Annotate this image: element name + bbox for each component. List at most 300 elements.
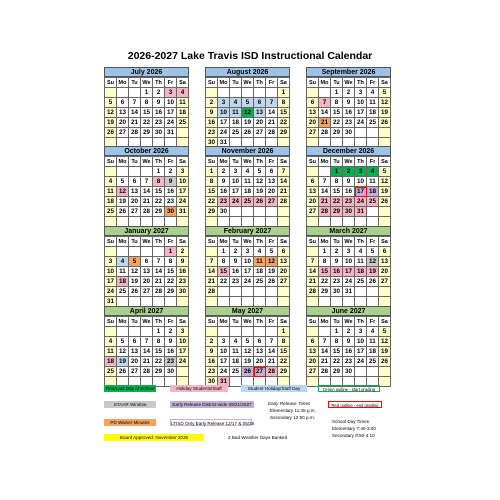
empty-cell	[206, 217, 218, 227]
day-cell: 6	[117, 98, 129, 108]
empty-cell	[141, 297, 153, 307]
day-cell: 22	[141, 118, 153, 128]
day-cell: 10	[355, 177, 367, 187]
month-table	[205, 316, 290, 387]
empty-cell	[117, 88, 129, 98]
month-header: January 2027	[104, 226, 189, 236]
empty-cell	[105, 327, 117, 337]
day-cell: 29	[331, 207, 343, 217]
day-cell: 20	[254, 357, 266, 367]
day-cell: 24	[343, 277, 355, 287]
day-cell: 30	[218, 207, 230, 217]
day-cell: 25	[242, 197, 254, 207]
empty-cell	[230, 88, 242, 98]
day-cell: 3	[218, 337, 230, 347]
empty-cell	[129, 327, 141, 337]
empty-cell	[379, 367, 391, 377]
empty-cell	[331, 217, 343, 227]
day-cell: 27	[307, 128, 319, 138]
empty-cell	[319, 297, 331, 307]
day-of-week-header: We	[243, 318, 252, 325]
empty-cell	[307, 327, 319, 337]
day-cell: 20	[278, 267, 290, 277]
day-cell: 1	[331, 167, 343, 177]
month-header: June 2027	[306, 306, 391, 316]
day-cell: 11	[254, 257, 266, 267]
day-of-week-header: Sa	[278, 157, 290, 167]
empty-cell	[206, 88, 218, 98]
month-table	[306, 77, 391, 148]
day-cell: 24	[242, 277, 254, 287]
day-cell: 28	[141, 207, 153, 217]
month-header: December 2026	[306, 146, 391, 156]
day-cell: 27	[117, 128, 129, 138]
day-cell: 27	[254, 367, 266, 377]
month-march-2027	[306, 226, 391, 307]
legend-holiday-swatch: Holiday Students/Staff	[170, 385, 228, 392]
day-of-week-header: Sa	[177, 157, 189, 167]
day-cell: 26	[266, 277, 278, 287]
day-cell: 19	[266, 267, 278, 277]
day-cell: 25	[367, 357, 379, 367]
day-cell: 17	[343, 267, 355, 277]
day-cell: 9	[230, 257, 242, 267]
day-of-week-header: Su	[105, 78, 117, 88]
day-cell: 24	[105, 287, 117, 297]
day-cell: 15	[331, 108, 343, 118]
day-of-week-header: Tu	[230, 237, 242, 247]
day-cell: 3	[165, 88, 177, 98]
empty-cell	[266, 297, 278, 307]
day-cell: 9	[153, 98, 165, 108]
empty-cell	[141, 217, 153, 227]
legend-school-day-times: School Day Times	[332, 419, 370, 424]
day-cell: 16	[165, 347, 177, 357]
day-cell: 21	[141, 197, 153, 207]
day-cell: 23	[218, 197, 230, 207]
day-cell: 23	[206, 128, 218, 138]
day-cell: 5	[367, 247, 379, 257]
day-cell: 26	[379, 118, 391, 128]
empty-cell	[177, 297, 189, 307]
day-cell: 12	[254, 177, 266, 187]
empty-cell	[367, 367, 379, 377]
day-cell: 5	[379, 167, 391, 177]
day-cell: 14	[129, 108, 141, 118]
month-table	[306, 236, 391, 307]
day-cell: 11	[105, 187, 117, 197]
day-cell: 5	[129, 257, 141, 267]
day-cell: 14	[307, 267, 319, 277]
empty-cell	[117, 217, 129, 227]
empty-cell	[254, 287, 266, 297]
day-cell: 13	[379, 257, 391, 267]
day-cell: 7	[319, 337, 331, 347]
month-header: November 2026	[205, 146, 290, 156]
day-cell: 21	[319, 357, 331, 367]
legend-red-outline: Red outline - end grading	[328, 401, 382, 408]
day-cell: 3	[218, 98, 230, 108]
day-cell: 5	[379, 88, 391, 98]
empty-cell	[177, 217, 189, 227]
day-cell: 31	[218, 138, 230, 148]
day-cell: 8	[331, 177, 343, 187]
day-cell: 6	[379, 247, 391, 257]
month-header: September 2026	[306, 67, 391, 77]
day-of-week-header: Fr	[367, 237, 379, 247]
day-cell: 17	[242, 267, 254, 277]
day-cell: 10	[218, 108, 230, 118]
empty-cell	[242, 287, 254, 297]
day-cell: 31	[355, 207, 367, 217]
day-cell: 15	[206, 187, 218, 197]
day-of-week-header: Mo	[218, 78, 230, 88]
day-cell: 1	[278, 88, 290, 98]
day-cell: 20	[307, 118, 319, 128]
day-cell: 4	[230, 337, 242, 347]
legend-early-release-times: Early Release Times	[268, 401, 311, 406]
day-cell: 19	[379, 187, 391, 197]
day-cell: 27	[129, 207, 141, 217]
day-cell: 28	[266, 367, 278, 377]
day-cell: 27	[266, 197, 278, 207]
day-cell: 17	[177, 187, 189, 197]
day-of-week-header: Fr	[266, 317, 278, 327]
legend-sec-release: Secondary 12:50 p.m.	[270, 415, 315, 420]
day-of-week-header: We	[142, 318, 151, 325]
legend-first-last-swatch: First/Last Day of School	[105, 386, 155, 391]
day-cell: 22	[218, 277, 230, 287]
day-cell: 15	[165, 267, 177, 277]
day-cell: 14	[141, 347, 153, 357]
day-of-week-header: We	[243, 238, 252, 245]
day-cell: 24	[355, 197, 367, 207]
month-table	[104, 316, 189, 387]
empty-cell	[278, 217, 290, 227]
day-cell: 11	[105, 347, 117, 357]
day-cell: 25	[105, 207, 117, 217]
day-cell: 4	[105, 177, 117, 187]
day-cell: 18	[367, 347, 379, 357]
day-of-week-header: We	[243, 158, 252, 165]
empty-cell	[218, 217, 230, 227]
day-cell: 12	[379, 177, 391, 187]
day-of-week-header: Mo	[117, 237, 129, 247]
day-cell: 21	[278, 187, 290, 197]
day-cell: 26	[129, 287, 141, 297]
day-cell: 15	[331, 187, 343, 197]
day-cell: 3	[177, 167, 189, 177]
day-cell: 14	[319, 347, 331, 357]
day-cell: 12	[242, 347, 254, 357]
day-cell: 11	[117, 267, 129, 277]
day-cell: 1	[331, 327, 343, 337]
month-header: February 2027	[205, 226, 290, 236]
day-cell: 14	[141, 187, 153, 197]
day-of-week-header: Tu	[331, 317, 343, 327]
day-cell: 16	[331, 267, 343, 277]
day-of-week-header: Sa	[278, 237, 290, 247]
day-cell: 24	[218, 128, 230, 138]
day-cell: 16	[343, 108, 355, 118]
empty-cell	[307, 88, 319, 98]
day-cell: 15	[278, 108, 290, 118]
day-cell: 26	[117, 367, 129, 377]
day-cell: 12	[367, 257, 379, 267]
day-cell: 9	[331, 257, 343, 267]
month-april-2027	[104, 306, 189, 387]
day-cell: 28	[319, 128, 331, 138]
day-of-week-header: Fr	[266, 157, 278, 167]
day-of-week-header: Sa	[177, 78, 189, 88]
day-cell: 28	[206, 287, 218, 297]
day-cell: 5	[117, 177, 129, 187]
day-cell: 2	[218, 167, 230, 177]
empty-cell	[165, 217, 177, 227]
day-cell: 10	[355, 337, 367, 347]
empty-cell	[307, 377, 319, 387]
day-cell: 10	[177, 177, 189, 187]
empty-cell	[117, 297, 129, 307]
day-cell: 1	[278, 327, 290, 337]
day-of-week-header: Su	[307, 317, 319, 327]
empty-cell	[367, 287, 379, 297]
day-cell: 20	[141, 277, 153, 287]
day-cell: 16	[218, 187, 230, 197]
day-cell: 28	[319, 367, 331, 377]
month-table	[205, 236, 290, 307]
day-cell: 12	[266, 257, 278, 267]
day-cell: 10	[105, 267, 117, 277]
day-of-week-header: Mo	[319, 78, 331, 88]
empty-cell	[165, 297, 177, 307]
day-cell: 8	[319, 257, 331, 267]
day-cell: 13	[129, 347, 141, 357]
day-of-week-header: Su	[206, 317, 218, 327]
day-of-week-header: Th	[254, 78, 266, 88]
day-of-week-header: Th	[153, 317, 165, 327]
day-cell: 11	[230, 108, 242, 118]
empty-cell	[105, 247, 117, 257]
day-cell: 2	[343, 327, 355, 337]
day-cell: 1	[319, 247, 331, 257]
day-of-week-header: Sa	[177, 317, 189, 327]
day-cell: 5	[105, 98, 117, 108]
empty-cell	[153, 297, 165, 307]
day-cell: 20	[129, 357, 141, 367]
day-cell: 6	[254, 337, 266, 347]
day-of-week-header: We	[142, 79, 151, 86]
day-cell: 2	[206, 98, 218, 108]
day-cell: 10	[242, 257, 254, 267]
day-cell: 5	[242, 98, 254, 108]
day-of-week-header: Tu	[331, 237, 343, 247]
day-cell: 2	[165, 327, 177, 337]
day-cell: 25	[355, 277, 367, 287]
day-cell: 2	[343, 167, 355, 177]
day-cell: 16	[206, 357, 218, 367]
legend-pd-swatch: PD Waiver Minutes	[104, 419, 156, 426]
day-cell: 7	[129, 98, 141, 108]
day-cell: 7	[141, 337, 153, 347]
month-table	[306, 316, 391, 387]
day-of-week-header: Su	[105, 237, 117, 247]
day-cell: 24	[177, 197, 189, 207]
day-cell: 2	[206, 337, 218, 347]
day-cell: 6	[266, 167, 278, 177]
day-cell: 22	[319, 277, 331, 287]
day-cell: 8	[331, 337, 343, 347]
day-cell: 18	[105, 357, 117, 367]
day-cell: 29	[206, 207, 218, 217]
day-of-week-header: Fr	[165, 317, 177, 327]
empty-cell	[218, 287, 230, 297]
day-cell: 7	[153, 257, 165, 267]
day-of-week-header: Sa	[379, 157, 391, 167]
day-cell: 13	[254, 108, 266, 118]
day-cell: 17	[355, 187, 367, 197]
day-of-week-header: Fr	[367, 157, 379, 167]
day-cell: 20	[117, 118, 129, 128]
day-cell: 3	[230, 167, 242, 177]
day-cell: 22	[331, 357, 343, 367]
day-cell: 17	[165, 108, 177, 118]
day-of-week-header: We	[142, 238, 151, 245]
day-of-week-header: Tu	[230, 157, 242, 167]
day-cell: 5	[242, 337, 254, 347]
day-cell: 28	[129, 128, 141, 138]
day-of-week-header: Fr	[165, 78, 177, 88]
empty-cell	[266, 327, 278, 337]
day-of-week-header: Mo	[218, 157, 230, 167]
day-cell: 8	[141, 98, 153, 108]
day-cell: 28	[153, 287, 165, 297]
day-cell: 17	[218, 118, 230, 128]
day-of-week-header: Fr	[367, 78, 379, 88]
day-cell: 13	[307, 187, 319, 197]
empty-cell	[141, 167, 153, 177]
day-cell: 14	[153, 267, 165, 277]
day-cell: 7	[266, 337, 278, 347]
day-cell: 27	[307, 207, 319, 217]
empty-cell	[117, 247, 129, 257]
board-approved-banner: Board Approved: November 2025	[104, 434, 204, 441]
day-of-week-header: Su	[307, 157, 319, 167]
day-cell: 2	[331, 247, 343, 257]
day-cell: 19	[129, 277, 141, 287]
day-of-week-header: Mo	[319, 157, 331, 167]
day-cell: 15	[141, 108, 153, 118]
day-of-week-header: Tu	[331, 78, 343, 88]
day-cell: 1	[165, 247, 177, 257]
day-cell: 30	[343, 367, 355, 377]
day-cell: 29	[319, 287, 331, 297]
empty-cell	[230, 377, 242, 387]
day-cell: 29	[153, 367, 165, 377]
day-of-week-header: We	[344, 238, 353, 245]
day-cell: 1	[153, 167, 165, 177]
day-cell: 18	[117, 277, 129, 287]
day-cell: 23	[177, 277, 189, 287]
day-cell: 24	[165, 118, 177, 128]
day-cell: 11	[367, 337, 379, 347]
day-cell: 27	[141, 287, 153, 297]
day-cell: 9	[206, 347, 218, 357]
day-cell: 19	[117, 357, 129, 367]
empty-cell	[379, 377, 391, 387]
empty-cell	[105, 88, 117, 98]
day-cell: 29	[278, 367, 290, 377]
empty-cell	[153, 217, 165, 227]
day-cell: 7	[206, 257, 218, 267]
day-of-week-header: Tu	[230, 317, 242, 327]
day-cell: 26	[242, 367, 254, 377]
day-cell: 30	[343, 128, 355, 138]
day-cell: 19	[367, 267, 379, 277]
month-november-2026	[205, 146, 290, 227]
day-cell: 13	[141, 267, 153, 277]
day-cell: 12	[379, 98, 391, 108]
day-cell: 27	[307, 367, 319, 377]
day-cell: 6	[278, 247, 290, 257]
day-cell: 10	[355, 98, 367, 108]
empty-cell	[355, 297, 367, 307]
day-of-week-header: Su	[105, 157, 117, 167]
empty-cell	[242, 207, 254, 217]
empty-cell	[379, 287, 391, 297]
day-cell: 17	[105, 277, 117, 287]
day-of-week-header: Mo	[117, 78, 129, 88]
day-cell: 14	[319, 108, 331, 118]
day-of-week-header: Su	[307, 78, 319, 88]
day-of-week-header: Fr	[367, 317, 379, 327]
empty-cell	[141, 247, 153, 257]
day-cell: 3	[355, 167, 367, 177]
day-cell: 7	[278, 167, 290, 177]
empty-cell	[355, 367, 367, 377]
day-of-week-header: Su	[206, 237, 218, 247]
day-cell: 24	[230, 197, 242, 207]
day-cell: 9	[343, 177, 355, 187]
day-of-week-header: Sa	[278, 78, 290, 88]
day-cell: 9	[165, 177, 177, 187]
day-of-week-header: Th	[355, 317, 367, 327]
day-cell: 19	[254, 187, 266, 197]
day-cell: 10	[165, 98, 177, 108]
day-cell: 21	[206, 277, 218, 287]
day-cell: 17	[355, 108, 367, 118]
empty-cell	[105, 167, 117, 177]
empty-cell	[319, 327, 331, 337]
day-of-week-header: Mo	[117, 317, 129, 327]
empty-cell	[355, 128, 367, 138]
day-cell: 27	[278, 277, 290, 287]
day-of-week-header: Mo	[218, 237, 230, 247]
day-cell: 8	[153, 337, 165, 347]
day-cell: 13	[278, 257, 290, 267]
day-cell: 22	[165, 277, 177, 287]
empty-cell	[230, 297, 242, 307]
day-cell: 13	[266, 177, 278, 187]
empty-cell	[230, 217, 242, 227]
empty-cell	[218, 88, 230, 98]
day-cell: 8	[206, 177, 218, 187]
day-cell: 16	[177, 267, 189, 277]
day-cell: 18	[230, 118, 242, 128]
day-cell: 18	[242, 187, 254, 197]
day-cell: 14	[266, 108, 278, 118]
month-may-2027	[205, 306, 290, 387]
